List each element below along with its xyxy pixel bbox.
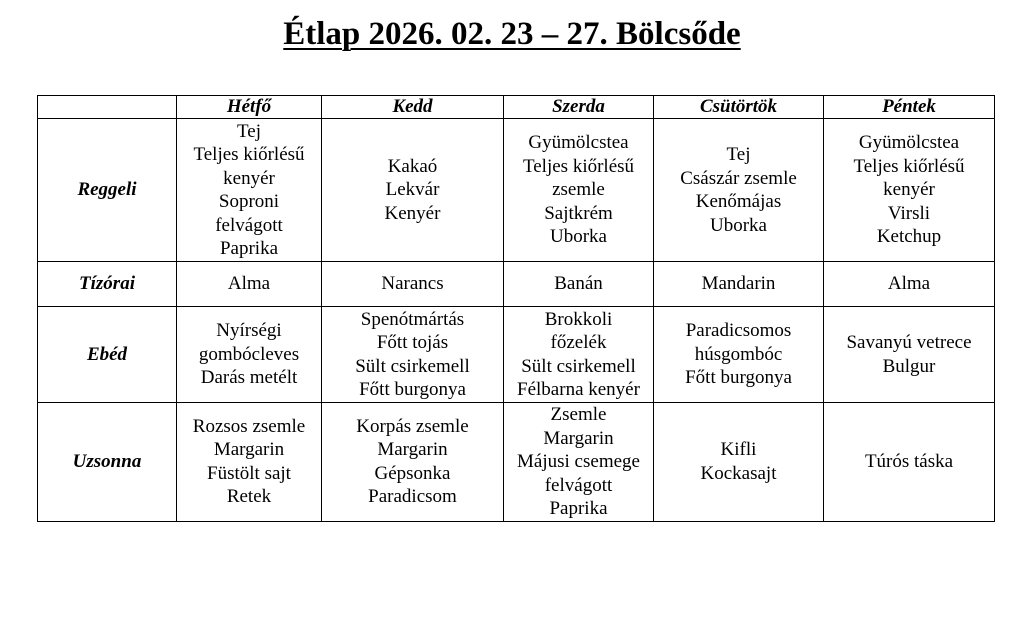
meal-cell — [824, 307, 995, 403]
menu-item: felvágott — [544, 474, 613, 496]
menu-item: Túrós táska — [864, 451, 954, 472]
menu-item: Rozsos zsemle — [192, 415, 306, 437]
menu-item: Paprika — [219, 238, 279, 259]
meal-label: Reggeli — [38, 119, 177, 262]
meal-cell — [177, 307, 322, 403]
meal-cell — [177, 119, 322, 262]
meal-cell — [824, 119, 995, 262]
page-title: Étlap 2026. 02. 23 – 27. Bölcsőde — [283, 16, 741, 52]
meal-cell — [177, 262, 322, 307]
menu-item: Tej — [237, 120, 261, 142]
meal-cell — [177, 403, 322, 522]
menu-item: Teljes kiőrlésű — [193, 144, 305, 165]
menu-item: Sült csirkemell — [521, 355, 636, 377]
menu-item: Gyümölcstea — [858, 132, 960, 154]
menu-table — [37, 95, 995, 522]
meal-label: Tízórai — [38, 262, 177, 307]
menu-item: Margarin — [377, 439, 448, 461]
meal-row-ebed — [38, 307, 995, 403]
menu-item: Margarin — [543, 427, 614, 449]
day-header: Szerda — [504, 96, 654, 119]
menu-item: Kenyér — [384, 202, 441, 224]
menu-item: Főtt burgonya — [359, 379, 466, 400]
menu-item: Tej — [726, 144, 751, 165]
meal-cell — [824, 262, 995, 307]
meal-label: Uzsonna — [38, 403, 177, 522]
meal-cell — [504, 262, 654, 307]
meal-row-tizorai — [38, 262, 995, 307]
day-header: Csütörtök — [654, 96, 824, 119]
corner-cell — [38, 96, 177, 119]
meal-cell — [322, 403, 504, 522]
menu-item: Császár zsemle — [680, 167, 797, 189]
menu-item: Lekvár — [385, 179, 440, 201]
menu-item: Sült csirkemell — [355, 355, 470, 377]
meal-cell — [504, 307, 654, 403]
meal-cell — [824, 403, 995, 522]
menu-item: Narancs — [381, 273, 444, 295]
menu-item: Sajtkrém — [544, 202, 613, 224]
menu-body — [38, 119, 995, 522]
menu-item: Banán — [554, 273, 603, 295]
menu-item: kenyér — [883, 179, 935, 201]
meal-row-reggeli — [38, 119, 995, 262]
meal-row-uzsonna — [38, 403, 995, 522]
day-header: Péntek — [824, 96, 995, 119]
meal-cell — [654, 262, 824, 307]
meal-cell — [322, 307, 504, 403]
menu-item: Margarin — [213, 439, 285, 461]
menu-item: Félbarna kenyér — [517, 379, 640, 400]
menu-item: Kifli — [720, 439, 757, 461]
menu-item: Zsemle — [550, 404, 607, 425]
menu-item: Mandarin — [701, 273, 776, 295]
menu-item: Májusi csemege — [517, 451, 640, 472]
menu-item: Retek — [226, 486, 272, 508]
meal-cell — [322, 119, 504, 262]
menu-item: gombócleves — [198, 343, 300, 365]
menu-item: Soproni — [218, 191, 280, 212]
menu-item: Uborka — [550, 226, 607, 248]
menu-item: Paprika — [549, 498, 608, 519]
menu-item: Uborka — [710, 214, 767, 236]
menu-item: főzelék — [550, 332, 607, 353]
meal-cell — [504, 403, 654, 522]
menu-item: Teljes kiőrlésű — [853, 155, 965, 177]
meal-cell — [504, 119, 654, 262]
menu-item: húsgombóc — [694, 343, 783, 365]
meal-cell — [654, 307, 824, 403]
menu-item: Brokkoli — [544, 308, 613, 330]
meal-label: Ebéd — [38, 307, 177, 403]
meal-cell — [654, 403, 824, 522]
menu-item: Teljes kiőrlésű — [522, 155, 635, 177]
menu-item: Darás metélt — [200, 367, 298, 389]
menu-item: Paradicsomos — [685, 320, 792, 342]
menu-item: Alma — [887, 273, 931, 295]
menu-item: zsemle — [552, 179, 605, 201]
menu-item: Spenótmártás — [360, 308, 465, 330]
menu-item: Kenőmájas — [695, 191, 782, 212]
menu-item: Ketchup — [876, 226, 942, 248]
menu-item: Főtt burgonya — [685, 367, 792, 389]
menu-item: Nyírségi — [216, 320, 282, 342]
meal-cell — [322, 262, 504, 307]
day-header: Kedd — [322, 96, 504, 119]
menu-item: Korpás zsemle — [356, 415, 469, 437]
menu-item: felvágott — [215, 214, 283, 236]
header-row — [38, 96, 995, 119]
day-header: Hétfő — [177, 96, 322, 119]
menu-item: kenyér — [223, 167, 275, 189]
menu-item: Virsli — [887, 202, 931, 224]
menu-item: Gyümölcstea — [528, 132, 629, 154]
menu-item: Kockasajt — [700, 462, 777, 484]
menu-item: Paradicsom — [368, 486, 457, 508]
menu-item: Alma — [227, 273, 271, 295]
menu-item: Bulgur — [882, 355, 936, 377]
menu-item: Savanyú vetrece — [846, 332, 972, 353]
menu-item: Főtt tojás — [376, 332, 449, 353]
menu-item: Füstölt sajt — [207, 462, 291, 484]
menu-item: Kakaó — [387, 155, 438, 177]
meal-cell — [654, 119, 824, 262]
menu-item: Gépsonka — [374, 462, 451, 484]
